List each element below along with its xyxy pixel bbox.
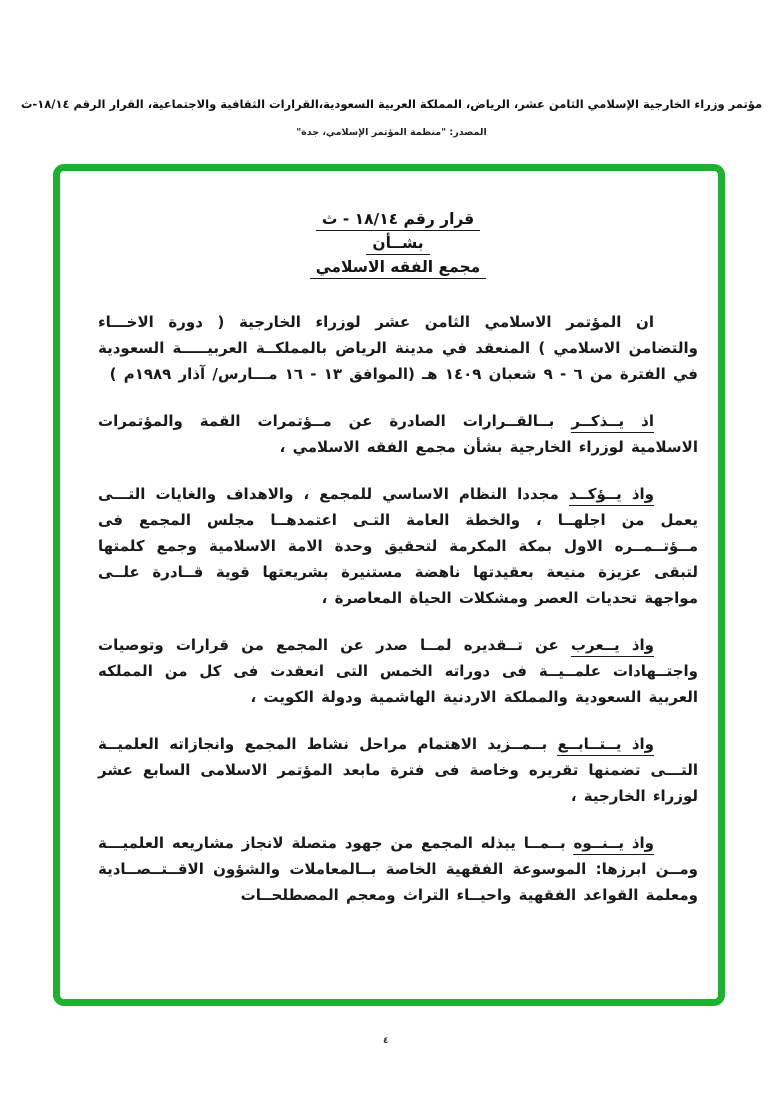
resolution-number-title <box>98 207 698 231</box>
paragraph-lead: واذ يــؤكــد <box>569 485 654 506</box>
page-footnote-mark: ٤ <box>383 1036 389 1046</box>
resolution-number-text: قرار رقم ١٨/١٤ - ث <box>316 210 480 231</box>
subject-title <box>98 255 698 279</box>
paragraph-text: عن تــقديره لمــا صدر عن المجمع من قرارات وتوصيات واجتــهادات علمــيــة فى دوراته الخمس التى انعقدت فى كل من المملكه العربية السعودية والمملكة الاردنية الهاشمية ودولة الكويت ، <box>98 636 698 706</box>
citation-header: مؤتمر وزراء الخارجية الإسلامي الثامن عشر، الرياض، المملكة العربية السعودية،القرارات الثقافية والاجتماعية، القرار الرقم ١٨/١٤-ث <box>20 97 763 111</box>
paragraph-recalling <box>98 408 698 460</box>
subject-text: مجمع الفقه الاسلامي <box>310 258 487 279</box>
paragraph-lead: واذ يــنــوه <box>573 834 654 855</box>
paragraph-reaffirming <box>98 481 698 611</box>
regarding-title <box>98 231 698 255</box>
regarding-text: بشــأن <box>366 234 429 255</box>
scan-highlight-frame <box>53 164 725 1006</box>
citation-source: المصدر: "منظمة المؤتمر الإسلامي، جدة" <box>296 127 487 138</box>
paragraph-following-up <box>98 731 698 809</box>
paragraph-text: ان المؤتمر الاسلامي الثامن عشر لوزراء الخارجية ( دورة الاخـــاء والتضامن الاسلامي ) المنعقد في مدينة الرياض بالمملكــة العربيـــــة السعودية في الفترة من ٦ - ٩ شعبان ١٤٠٩ هـ (الموافق ١٣ - ١٦ مـــارس/ آذار ١٩٨٩م ) <box>98 313 698 383</box>
paragraph-expressing-appreciation <box>98 632 698 710</box>
paragraph-text: بــمــا يبذله المجمع من جهود متصلة لانجاز مشاريعه العلميـــة ومــن ابرزها: الموسوعة الفقهية الخاصة بــالمعاملات والشؤون الاقــتــصــادية ومعلمة القواعد الفقهية واحيــاء التراث ومعجم المصطلحــات <box>98 834 698 904</box>
paragraph-lead: اذ يــذكــر <box>571 412 654 433</box>
paragraph-text: بــالقــرارات الصادرة عن مــؤتمرات القمة والمؤتمرات الاسلامية لوزراء الخارجية بشأن مجمع الفقه الاسلامي ، <box>98 412 698 456</box>
paragraph-preamble <box>98 309 698 387</box>
paragraph-lead: واذ يــتــابــع <box>557 735 654 756</box>
paragraph-lead: واذ يــعرب <box>571 636 654 657</box>
scanned-document <box>98 207 698 929</box>
paragraph-text: بــمــزيد الاهتمام مراحل نشاط المجمع وانجازاته العلميــة التـــى تضمنها تقريره وخاصة فى فترة مابعد المؤتمر الاسلامى السابع عشر لوزراء الخارجية ، <box>98 735 698 805</box>
paragraph-noting-efforts <box>98 830 698 908</box>
paragraph-text: مجددا النظام الاساسي للمجمع ، والاهداف والغايات التـــى يعمل من اجلهــا ، والخطة العامة التـى اعتمدهــا مجلس المجمع فى مــؤتــمــره الاول بمكة المكرمة لتحقيق وحدة الامة الاسلامية وجمع كلمتها لتبقى عزيزة منيعة بعقيدتها ناهضة مستنيرة بشريعتها قوية قــادرة علــى مواجهة تحديات العصر ومشكلات الحياة المعاصرة ، <box>98 485 698 607</box>
document-title-block <box>98 207 698 279</box>
